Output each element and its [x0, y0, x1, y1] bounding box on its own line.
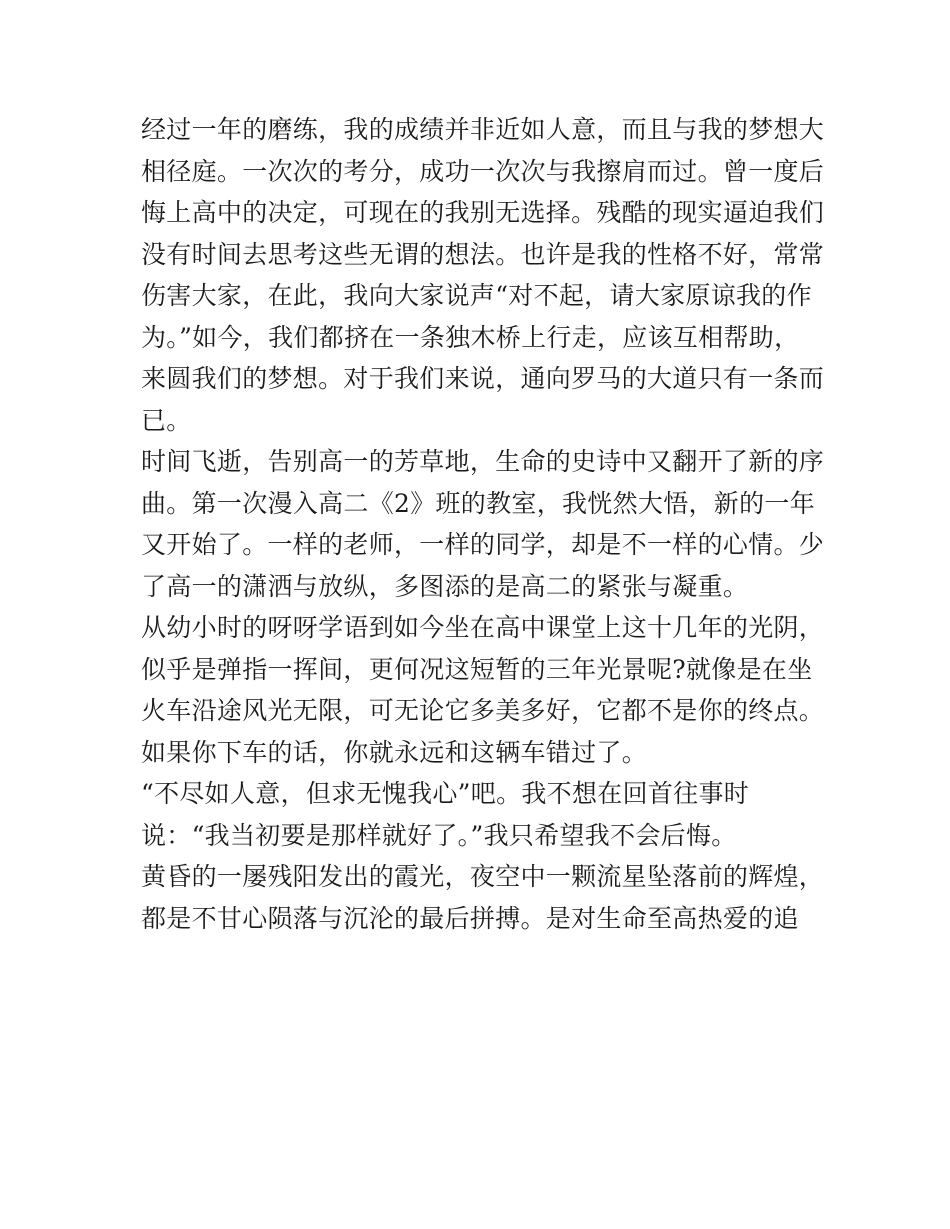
text-line: 伤害大家，在此，我向大家说声“对不起，请大家原谅我的作 [141, 281, 812, 310]
text-line: 火车沿途风光无限，可无论它多美多好，它都不是你的终点。 [141, 696, 825, 725]
text-line: 来圆我们的梦想。对于我们来说，通向罗马的大道只有一条而 [141, 364, 825, 393]
text-line: 相径庭。一次次的考分，成功一次次与我擦肩而过。曾一度后 [141, 156, 825, 186]
text-line: “不尽如人意，但求无愧我心”吧。我不想在回首往事时 [141, 779, 750, 808]
text-line: 时间飞逝，告别高一的芳草地，生命的史诗中又翻开了新的序 [141, 447, 825, 476]
text-line: 似乎是弹指一挥间，更何况这短暂的三年光景呢?就像是在坐 [141, 654, 813, 684]
text-line: 了高一的潇洒与放纵，多图添的是高二的紧张与凝重。 [141, 571, 749, 601]
text-line: 黄昏的一屡残阳发出的霞光，夜空中一颗流星坠落前的辉煌， [141, 862, 825, 891]
text-line: 从幼小时的呀呀学语到如今坐在高中课堂上这十几年的光阴， [141, 613, 825, 642]
document-body [141, 109, 825, 939]
text-line: 都是不甘心陨落与沉沦的最后拼搏。是对生命至高热爱的追 [141, 903, 799, 933]
text-line: 曲。第一次漫入高二《2》班的教室，我恍然大悟，新的一年 [141, 488, 816, 518]
text-line: 说：“我当初要是那样就好了。”我只希望我不会后悔。 [141, 820, 737, 850]
text-line: 又开始了。一样的老师，一样的同学，却是不一样的心情。少 [141, 530, 825, 559]
text-line: 如果你下车的话，你就永远和这辆车错过了。 [141, 737, 648, 767]
text-line: 已。 [141, 405, 192, 435]
text-line: 经过一年的磨练，我的成绩并非近如人意，而且与我的梦想大 [141, 115, 825, 144]
text-line: 为。”如今，我们都挤在一条独木桥上行走，应该互相帮助， [141, 322, 800, 352]
text-line: 悔上高中的决定，可现在的我别无选择。残酷的现实逼迫我们 [141, 198, 825, 227]
text-line: 没有时间去思考这些无谓的想法。也许是我的性格不好，常常 [141, 239, 825, 269]
